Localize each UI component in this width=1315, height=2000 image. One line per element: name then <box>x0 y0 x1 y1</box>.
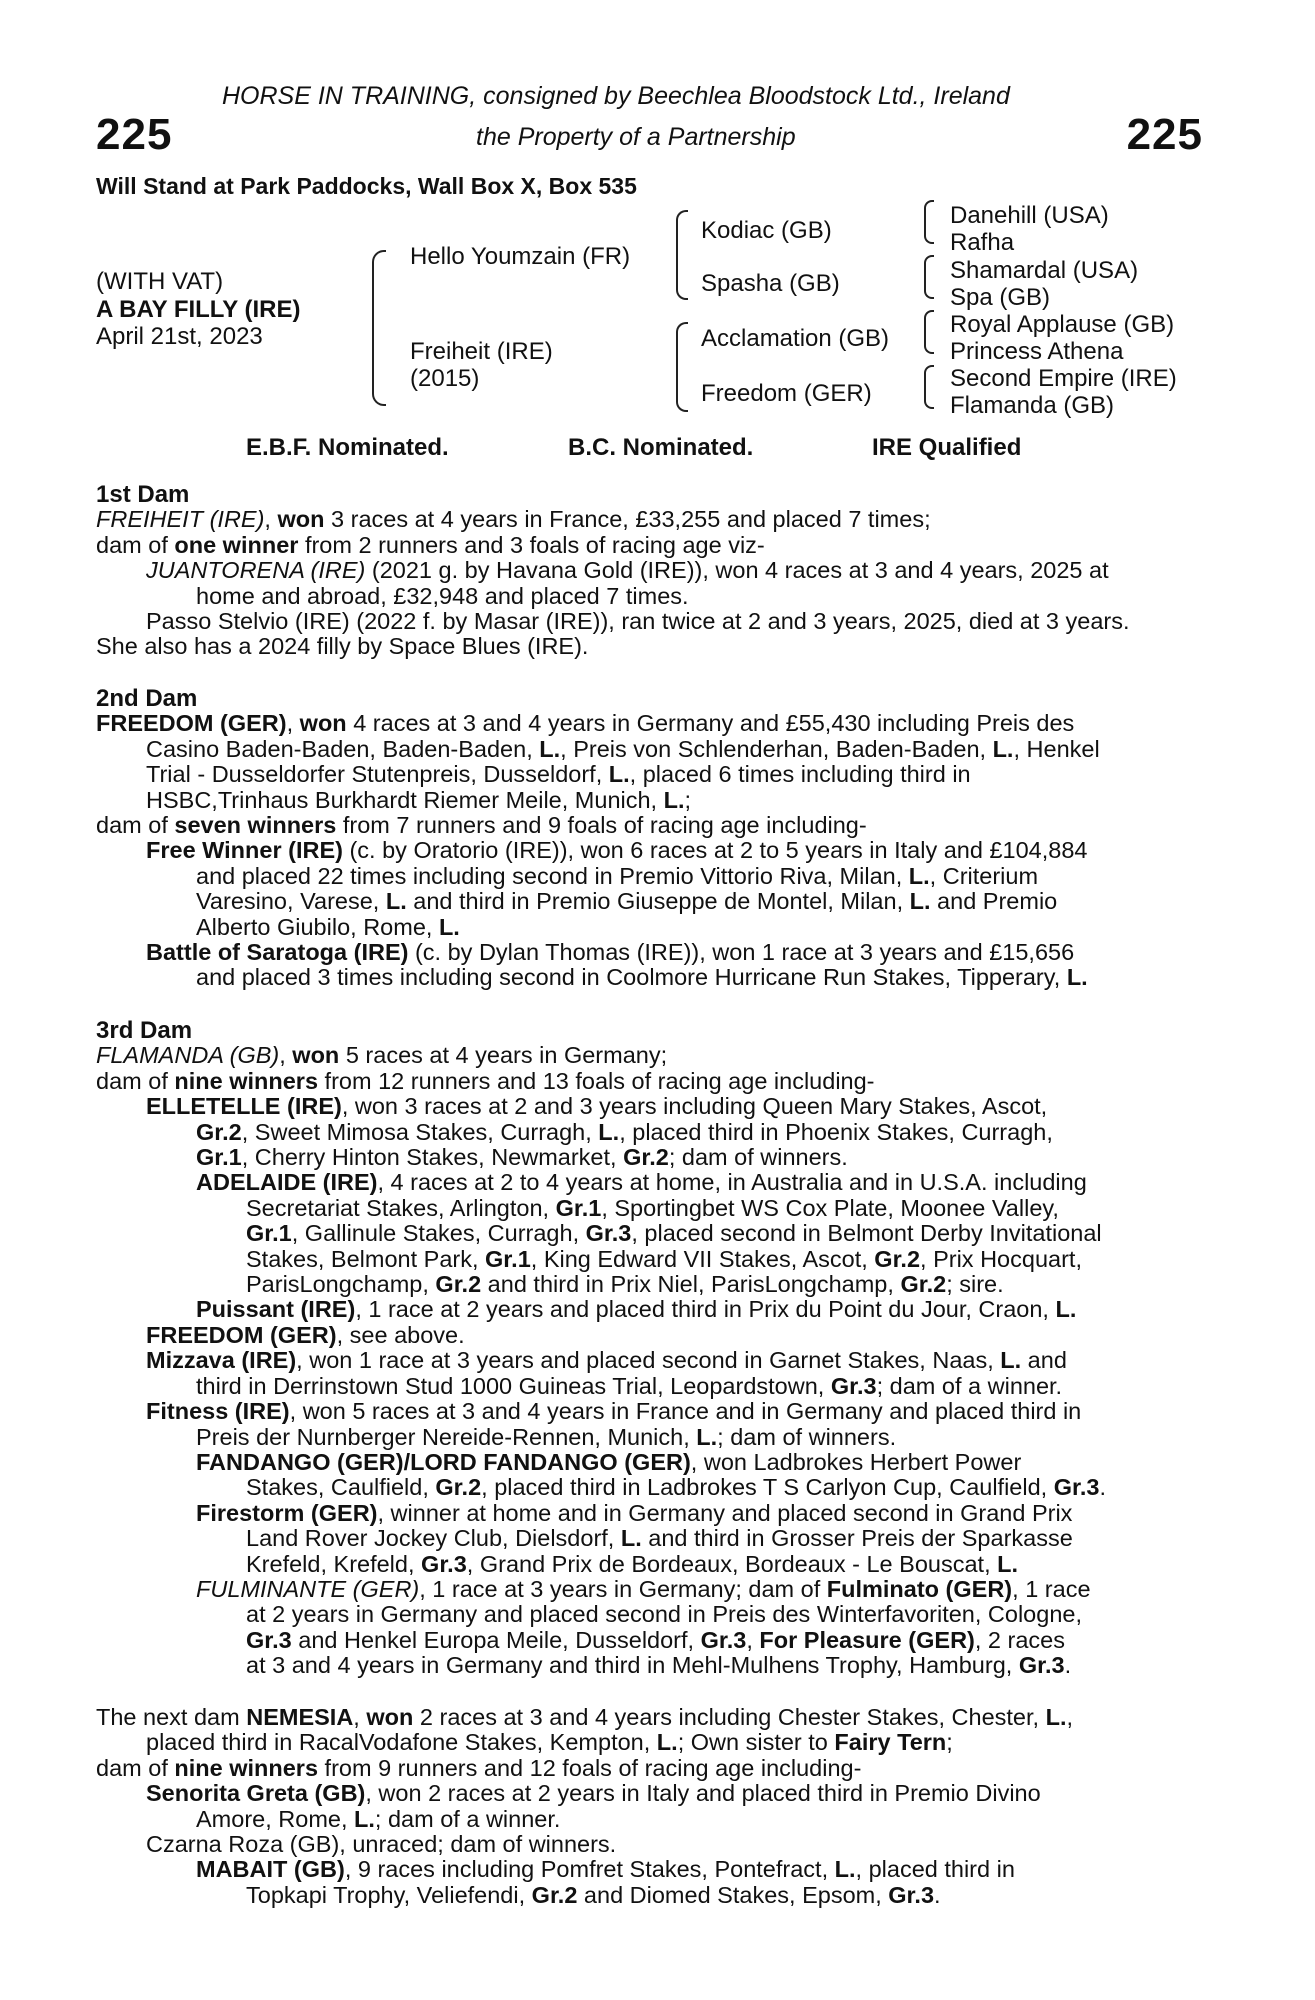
text-segment: Topkapi Trophy, Veliefendi, <box>246 1881 532 1908</box>
text-segment: The next dam <box>96 1704 247 1730</box>
second-dam-section <box>96 686 1206 991</box>
listed-mark: L. <box>663 786 685 813</box>
ire-qualified: IRE Qualified <box>872 434 1022 461</box>
pedigree-brace-dam <box>676 322 688 412</box>
produce-adelaide-line-4 <box>96 1247 1206 1272</box>
produce-battle-of-saratoga-line-1 <box>96 940 1206 965</box>
lot-number-right: 225 <box>1126 110 1203 159</box>
text-segment: Casino Baden-Baden, Baden-Baden, <box>146 735 540 762</box>
text-segment: , Henkel <box>1013 735 1100 762</box>
listed-mark: L. <box>997 1550 1019 1577</box>
second-dam-heading: 2nd Dam <box>96 685 198 712</box>
group-mark: Gr.2 <box>435 1474 482 1501</box>
produce-juantorena-line-1 <box>96 558 1206 583</box>
produce-name: Battle of Saratoga (IRE) <box>146 939 409 966</box>
text-segment: Alberto Giubilo, Rome, <box>196 913 439 940</box>
produce-name: ADELAIDE (IRE) <box>196 1169 378 1196</box>
text-segment: , King Edward VII Stakes, Ascot, <box>530 1245 875 1272</box>
text-segment: , placed 6 times including third in <box>629 761 971 788</box>
pedigree-brace-main <box>372 250 386 406</box>
dam-year: (2015) <box>410 365 480 392</box>
won-label: won <box>299 710 347 737</box>
produce-fandango-line-1 <box>96 1450 1206 1475</box>
dss-name: Royal Applause (GB) <box>950 311 1175 338</box>
text-segment: , placed third in Phoenix Stakes, Curragh, <box>619 1118 1053 1145</box>
text-segment: from 7 runners and 9 foals of racing age including- <box>336 812 867 839</box>
first-dam-section <box>96 482 1206 660</box>
next-dam-section <box>96 1705 1206 1908</box>
group-mark: Gr.3 <box>585 1220 632 1247</box>
third-dam-line-2 <box>96 1069 1206 1094</box>
text-segment: ; dam of winners. <box>717 1423 897 1450</box>
next-dam-name: NEMESIA <box>246 1704 354 1730</box>
text-segment: . <box>934 1881 941 1908</box>
text-segment: , Prix Hocquart, <box>920 1245 1082 1272</box>
text-segment: ; sire. <box>946 1271 1004 1298</box>
consignment-title: HORSE IN TRAINING, consigned by Beechlea Bloodstock Ltd., Ireland <box>222 82 1010 110</box>
text-segment: Land Rover Jockey Club, Dielsdorf, <box>246 1525 621 1552</box>
bc-nomination: B.C. Nominated. <box>568 434 754 461</box>
listed-mark: L. <box>608 761 630 788</box>
won-label: won <box>366 1704 414 1730</box>
listed-mark: L. <box>354 1805 375 1832</box>
listed-mark: L. <box>992 735 1014 762</box>
text-segment: at 3 and 4 years in Germany and third in Mehl-Mulhens Trophy, Hamburg, <box>246 1652 1019 1679</box>
produce-juantorena-line-2: home and abroad, £32,948 and placed 7 times. <box>196 582 689 609</box>
text-segment: and Henkel Europa Meile, Dusseldorf, <box>291 1626 701 1653</box>
property-subtitle: the Property of a Partnership <box>476 123 796 151</box>
text-segment: , Sweet Mimosa Stakes, Curragh, <box>241 1118 599 1145</box>
lot-number-left: 225 <box>96 110 173 159</box>
produce-free-winner-line-2 <box>96 864 1206 889</box>
listed-mark: L. <box>539 735 561 762</box>
text-segment: 4 races at 3 and 4 years in Germany and £55,430 including Preis des <box>346 710 1075 737</box>
text-segment: , <box>746 1626 760 1653</box>
text-segment: , placed third in <box>855 1856 1015 1883</box>
dds-name: Second Empire (IRE) <box>950 365 1177 392</box>
second-dam-line-3 <box>96 762 1206 787</box>
group-mark: Gr.2 <box>435 1271 482 1298</box>
first-dam-heading: 1st Dam <box>96 481 190 508</box>
text-segment: 5 races at 4 years in Germany; <box>339 1042 668 1069</box>
text-segment: Stakes, Belmont Park, <box>246 1245 486 1272</box>
group-mark: Gr.2 <box>874 1245 921 1272</box>
text-segment: , winner at home and in Germany and placed second in Grand Prix <box>377 1499 1073 1526</box>
listed-mark: L. <box>598 1118 620 1145</box>
text-segment: HSBC,Trinhaus Burkhardt Riemer Meile, Munich, <box>146 786 664 813</box>
produce-mizzava-line-2 <box>96 1374 1206 1399</box>
second-dam-line-2 <box>96 737 1206 762</box>
second-dam-line-5 <box>96 813 1206 838</box>
pedigree-brace-sire <box>676 210 688 300</box>
produce-name: FANDANGO (GER)/LORD FANDANGO (GER) <box>196 1448 691 1475</box>
pedigree-brace-ds <box>924 310 934 354</box>
text-segment: and third in Grosser Preis der Sparkasse <box>641 1525 1073 1552</box>
text-segment: and Diomed Stakes, Epsom, <box>577 1881 889 1908</box>
text-segment: Preis der Nurnberger Nereide-Rennen, Munich, <box>196 1423 697 1450</box>
winners-count: nine winners <box>174 1067 319 1094</box>
pedigree-brace-sd <box>924 255 934 299</box>
text-segment: and third in Prix Niel, ParisLongchamp, <box>481 1271 901 1298</box>
text-segment: , won 1 race at 3 years and placed second in Garnet Stakes, Naas, <box>296 1347 1001 1374</box>
produce-fulminante-line-1 <box>96 1577 1206 1602</box>
second-dam-name: FREEDOM (GER) <box>96 710 287 737</box>
produce-name: MABAIT (GB) <box>196 1856 345 1883</box>
listed-mark: L. <box>1000 1347 1022 1374</box>
dsd-name: Princess Athena <box>950 338 1124 365</box>
text-segment: , 1 race <box>1012 1575 1091 1602</box>
produce-firestorm-line-2 <box>96 1526 1206 1551</box>
text-segment: , Grand Prix de Bordeaux, Bordeaux - Le Bouscat, <box>466 1550 998 1577</box>
produce-fulminante-line-4 <box>96 1653 1206 1678</box>
text-segment: , placed second in Belmont Derby Invitational <box>631 1220 1102 1247</box>
text-segment: , Cherry Hinton Stakes, Newmarket, <box>241 1144 624 1171</box>
first-dam-line-2 <box>96 533 1206 558</box>
text-segment: , Sportingbet WS Cox Plate, Moonee Valley, <box>601 1194 1059 1221</box>
produce-name: Mizzava (IRE) <box>146 1347 297 1374</box>
text-segment: (c. by Oratorio (IRE)), won 6 races at 2 to 5 years in Italy and £104,884 <box>342 837 1088 864</box>
produce-mizzava-line-1 <box>96 1348 1206 1373</box>
text-segment: . <box>1064 1652 1072 1679</box>
produce-name: JUANTORENA (IRE) <box>146 557 366 584</box>
dam-dam-name: Freedom (GER) <box>701 380 872 407</box>
sire-sire-name: Kodiac (GB) <box>701 217 832 244</box>
first-dam-text: 3 races at 4 years in France, £33,255 and placed 7 times; <box>324 506 931 533</box>
sire-dam-name: Spasha (GB) <box>701 270 840 297</box>
listed-mark: L. <box>834 1856 856 1883</box>
produce-fitness-line-2 <box>96 1425 1206 1450</box>
text-segment: , 1 race at 2 years and placed third in Prix du Point du Jour, Craon, <box>355 1296 1056 1323</box>
produce-name: Fitness (IRE) <box>146 1398 290 1425</box>
listed-mark: L. <box>438 913 460 940</box>
text-segment: dam of <box>96 1067 175 1094</box>
text-segment: , Criterium <box>929 862 1039 889</box>
listed-mark: L. <box>696 1423 718 1450</box>
text-segment: Amore, Rome, <box>196 1805 355 1832</box>
stable-location: Will Stand at Park Paddocks, Wall Box X, Box 535 <box>96 173 637 199</box>
ddd-name: Flamanda (GB) <box>950 392 1115 419</box>
listed-mark: L. <box>385 888 407 915</box>
won-label: won <box>292 1042 340 1069</box>
produce-free-winner-line-3 <box>96 889 1206 914</box>
produce-elletelle-line-3 <box>96 1145 1206 1170</box>
text-segment: and third in Premio Giuseppe de Montel, Milan, <box>406 888 910 915</box>
group-mark: Gr.2 <box>623 1144 669 1171</box>
text-segment: Varesino, Varese, <box>196 888 386 915</box>
winners-count: one winner <box>174 531 299 558</box>
text-segment: ; dam of a winner. <box>374 1805 561 1832</box>
sire-name: Hello Youmzain (FR) <box>410 243 631 270</box>
produce-adelaide-line-5 <box>96 1272 1206 1297</box>
vat-note: (WITH VAT) <box>96 268 224 295</box>
group-mark: Gr.1 <box>485 1245 531 1272</box>
produce-fandango-line-2 <box>96 1475 1206 1500</box>
sss-name: Danehill (USA) <box>950 202 1109 229</box>
text-segment: Trial - Dusseldorfer Stutenpreis, Dusseldorf, <box>146 761 609 788</box>
produce-name: Firestorm (GER) <box>196 1499 378 1526</box>
third-dam-line-1: FLAMANDA (GB), won 5 races at 4 years in Germany; <box>96 1042 668 1069</box>
second-dam-line-4 <box>96 788 1206 813</box>
text-segment: and placed 22 times including second in Premio Vittorio Riva, Milan, <box>196 862 909 889</box>
text-segment: ParisLongchamp, <box>246 1271 436 1298</box>
produce-name: For Pleasure (GER) <box>759 1626 975 1653</box>
group-mark: Gr.3 <box>1053 1474 1100 1501</box>
text-segment: , <box>1066 1704 1074 1730</box>
text-segment: , 4 races at 2 to 4 years at home, in Australia and in U.S.A. including <box>377 1169 1087 1196</box>
pedigree-brace-dd <box>924 365 934 409</box>
text-segment: . <box>1099 1474 1106 1501</box>
text-segment: dam of <box>96 1754 175 1781</box>
produce-firestorm-line-3 <box>96 1552 1206 1577</box>
produce-name: Puissant (IRE) <box>196 1296 356 1323</box>
ebf-nomination: E.B.F. Nominated. <box>246 434 449 461</box>
sdd-name: Spa (GB) <box>950 284 1051 311</box>
first-dam-line-1: FREIHEIT (IRE), won 3 races at 4 years in France, £33,255 and placed 7 times; <box>96 506 931 533</box>
produce-firestorm-line-1 <box>96 1501 1206 1526</box>
text-segment: , Preis von Schlenderhan, Baden-Baden, <box>560 735 993 762</box>
produce-fulminante-line-2: at 2 years in Germany and placed second in Preis des Winterfavoriten, Cologne, <box>246 1601 1082 1628</box>
produce-2024-filly: She also has a 2024 filly by Space Blues (IRE). <box>96 633 589 660</box>
text-segment: , placed third in Ladbrokes T S Carlyon Cup, Caulfield, <box>481 1474 1054 1501</box>
text-segment: ; Own sister to <box>677 1729 835 1756</box>
horse-name: A BAY FILLY (IRE) <box>96 296 301 323</box>
sds-name: Shamardal (USA) <box>950 257 1139 284</box>
group-mark: Gr.2 <box>900 1271 947 1298</box>
produce-free-winner-line-1 <box>96 838 1206 863</box>
text-segment: , Gallinule Stakes, Curragh, <box>291 1220 586 1247</box>
produce-mabait-line-2 <box>96 1883 1206 1908</box>
third-dam-heading: 3rd Dam <box>96 1017 193 1044</box>
produce-passo-stelvio: Passo Stelvio (IRE) (2022 f. by Masar (IRE)), ran twice at 2 and 3 years, 2025, died at 3 years. <box>146 608 1130 635</box>
third-dam-name: FLAMANDA (GB) <box>96 1042 280 1069</box>
produce-senorita-greta-line-2 <box>96 1807 1206 1832</box>
group-mark: Gr.1 <box>555 1194 602 1221</box>
text-segment: and Premio <box>930 888 1058 915</box>
produce-fitness-line-1 <box>96 1399 1206 1424</box>
listed-mark: L. <box>1045 1704 1067 1730</box>
foaling-date: April 21st, 2023 <box>96 323 263 350</box>
group-mark: Gr.3 <box>888 1881 935 1908</box>
text-segment: , won 3 races at 2 and 3 years including Queen Mary Stakes, Ascot, <box>341 1093 1048 1120</box>
text-segment: placed third in RacalVodafone Stakes, Kempton, <box>146 1729 657 1756</box>
text-segment: Secretariat Stakes, Arlington, <box>246 1194 556 1221</box>
next-dam-line-2 <box>96 1730 1206 1755</box>
dam-name: Freiheit (IRE) <box>410 338 553 365</box>
group-mark: Gr.3 <box>421 1550 467 1577</box>
text-segment: , won Ladbrokes Herbert Power <box>690 1448 1022 1475</box>
text-segment: from 9 runners and 12 foals of racing age including- <box>318 1754 862 1781</box>
group-mark: Gr.1 <box>246 1220 292 1247</box>
text-segment: , see above. <box>336 1321 465 1348</box>
text-segment: , 2 races <box>974 1626 1065 1653</box>
pedigree-brace-ss <box>924 200 934 244</box>
produce-fulminante-line-3 <box>96 1628 1206 1653</box>
produce-battle-of-saratoga-line-2 <box>96 965 1206 990</box>
listed-mark: L. <box>1055 1296 1077 1323</box>
listed-mark: L. <box>908 862 930 889</box>
listed-mark: L. <box>909 888 931 915</box>
produce-name: Fulminato (GER) <box>826 1575 1013 1602</box>
text-segment: Stakes, Caulfield, <box>246 1474 436 1501</box>
dam-sire-name: Acclamation (GB) <box>701 325 890 352</box>
text-segment: and <box>1021 1347 1067 1374</box>
produce-name: FREEDOM (GER) <box>146 1321 337 1348</box>
text-segment: 2 races at 3 and 4 years including Chester Stakes, Chester, <box>413 1704 1046 1730</box>
produce-adelaide-line-3 <box>96 1221 1206 1246</box>
text-segment: from 2 runners and 3 foals of racing age viz- <box>298 531 765 558</box>
produce-elletelle-line-2 <box>96 1120 1206 1145</box>
winners-count: nine winners <box>174 1754 319 1781</box>
third-dam-section <box>96 1018 1206 1679</box>
listed-mark: L. <box>656 1729 678 1756</box>
text-segment: Krefeld, Krefeld, <box>246 1550 422 1577</box>
produce-mabait-line-1 <box>96 1857 1206 1882</box>
group-mark: Gr.3 <box>830 1372 877 1399</box>
listed-mark: L. <box>620 1525 642 1552</box>
produce-name: Senorita Greta (GB) <box>146 1780 366 1807</box>
text-segment: and placed 3 times including second in Coolmore Hurricane Run Stakes, Tipperary, <box>196 964 1067 991</box>
group-mark: Gr.2 <box>531 1881 578 1908</box>
group-mark: Gr.2 <box>196 1118 242 1145</box>
text-segment: , won 5 races at 3 and 4 years in France and in Germany and placed third in <box>289 1398 1082 1425</box>
produce-freedom <box>96 1323 1206 1348</box>
group-mark: Gr.3 <box>246 1626 292 1653</box>
text-segment: dam of <box>96 812 175 839</box>
produce-name: Fairy Tern <box>834 1729 947 1756</box>
group-mark: Gr.3 <box>1018 1652 1065 1679</box>
text-segment: from 12 runners and 13 foals of racing age including- <box>318 1067 875 1094</box>
text-segment: ; <box>946 1729 953 1756</box>
produce-adelaide-line-2 <box>96 1196 1206 1221</box>
listed-mark: L. <box>1066 964 1088 991</box>
produce-elletelle-line-1 <box>96 1094 1206 1119</box>
next-dam-line-3 <box>96 1756 1206 1781</box>
produce-czarna-roza: Czarna Roza (GB), unraced; dam of winners. <box>146 1831 617 1858</box>
second-dam-line-1: FREEDOM (GER), won 4 races at 3 and 4 years in Germany and £55,430 including Preis des <box>96 710 1075 737</box>
text-segment: third in Derrinstown Stud 1000 Guineas Trial, Leopardstown, <box>196 1372 831 1399</box>
produce-name: Free Winner (IRE) <box>146 837 343 864</box>
next-dam-line-1: The next dam NEMESIA, won 2 races at 3 and 4 years including Chester Stakes, Chester, L., <box>96 1704 1074 1730</box>
winners-count: seven winners <box>174 812 337 839</box>
text-segment: , won 2 races at 2 years in Italy and placed third in Premio Divino <box>365 1780 1041 1807</box>
text-segment: , 1 race at 3 years in Germany; dam of <box>419 1575 827 1602</box>
text-segment: ; <box>684 786 692 813</box>
produce-senorita-greta-line-1 <box>96 1781 1206 1806</box>
first-dam-name: FREIHEIT (IRE) <box>96 506 265 533</box>
produce-name: ELLETELLE (IRE) <box>146 1093 342 1120</box>
group-mark: Gr.3 <box>700 1626 747 1653</box>
text-segment: ; dam of a winner. <box>876 1372 1063 1399</box>
text-segment: (c. by Dylan Thomas (IRE)), won 1 race at 3 years and £15,656 <box>408 939 1075 966</box>
produce-free-winner-line-4 <box>96 915 1206 940</box>
text-segment: (2021 g. by Havana Gold (IRE)), won 4 races at 3 and 4 years, 2025 at <box>365 557 1109 584</box>
group-mark: Gr.1 <box>196 1144 242 1171</box>
text-segment: ; dam of winners. <box>668 1144 848 1171</box>
produce-name: FULMINANTE (GER) <box>196 1575 420 1602</box>
text-segment: dam of <box>96 531 175 558</box>
produce-puissant <box>96 1297 1206 1322</box>
text-segment: , 9 races including Pomfret Stakes, Pontefract, <box>344 1856 835 1883</box>
won-label: won <box>277 506 325 533</box>
ssd-name: Rafha <box>950 229 1015 256</box>
produce-adelaide-line-1 <box>96 1170 1206 1195</box>
